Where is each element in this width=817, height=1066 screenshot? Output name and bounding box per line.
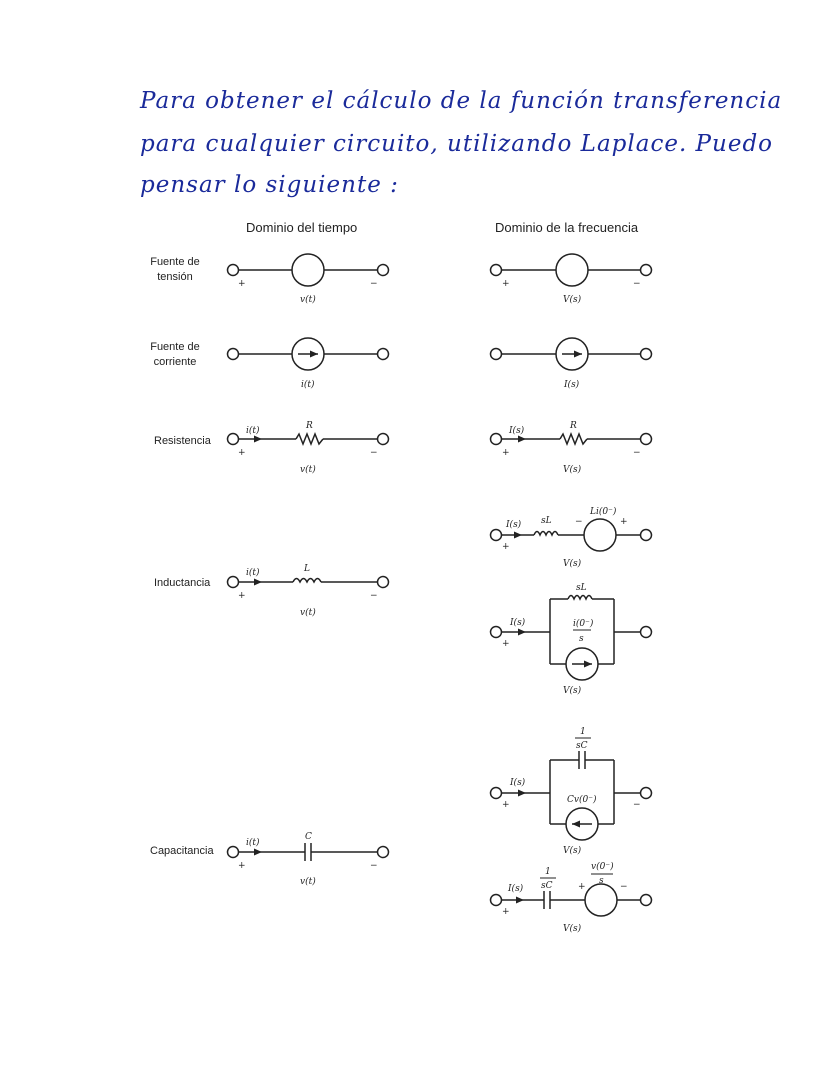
label-i-t: i(t) xyxy=(246,568,260,578)
row-label-inductor: Inductancia xyxy=(154,577,211,589)
freq-capacitor-parallel-circuit xyxy=(491,738,652,840)
label-V-s: V(s) xyxy=(563,686,582,696)
label-I-s: I(s) xyxy=(510,778,526,788)
row-label-current-source: Fuente de corriente xyxy=(150,341,200,368)
freq-voltage-source-circuit xyxy=(491,254,652,286)
label-V-s: V(s) xyxy=(563,846,582,856)
frequency-domain-heading: Dominio de la frecuencia xyxy=(495,220,639,235)
label-v-t: v(t) xyxy=(300,465,316,475)
plus-sign: + xyxy=(238,591,246,601)
label-R: R xyxy=(570,421,577,431)
plus-sign: + xyxy=(502,639,510,649)
label-Cv0: Cv(0⁻) xyxy=(567,795,597,805)
label-I-s: I(s) xyxy=(508,884,524,894)
label-one: 1 xyxy=(580,727,586,737)
time-inductor-circuit xyxy=(228,577,389,588)
label-Li0: Li(0⁻) xyxy=(590,507,617,517)
plus-sign: + xyxy=(502,542,510,552)
label-sL: sL xyxy=(576,583,587,593)
handwritten-line-1: Para obtener el cálculo de la función transferencia xyxy=(140,88,783,114)
label-V-s: V(s) xyxy=(563,924,582,934)
label-v-t: v(t) xyxy=(300,295,316,305)
label-C: C xyxy=(305,832,312,842)
row-label-voltage-source: Fuente de tensión xyxy=(150,256,200,283)
label-I-s: I(s) xyxy=(510,618,526,628)
label-v0: v(0⁻) xyxy=(591,862,614,872)
freq-capacitor-series-circuit xyxy=(491,874,652,916)
label-I-s: I(s) xyxy=(506,520,522,530)
plus-sign: + xyxy=(238,448,246,458)
label-L: L xyxy=(304,564,310,574)
row-label-capacitor: Capacitancia xyxy=(150,845,214,857)
handwritten-line-3: pensar lo siguiente : xyxy=(140,172,399,198)
minus-sign: − xyxy=(633,279,641,289)
label-V-s: V(s) xyxy=(563,295,582,305)
minus-sign: − xyxy=(620,882,628,892)
label-v-t: v(t) xyxy=(300,608,316,618)
label-i0: i(0⁻) xyxy=(573,619,594,629)
label-sC: sC xyxy=(576,741,588,751)
plus-sign: + xyxy=(502,448,510,458)
label-I-s: I(s) xyxy=(509,426,525,436)
minus-sign: − xyxy=(370,861,378,871)
label-i-t: i(t) xyxy=(246,426,260,436)
label-i-t: i(t) xyxy=(246,838,260,848)
label-V-s: V(s) xyxy=(563,559,582,569)
label-V-s: V(s) xyxy=(563,465,582,475)
minus-sign: − xyxy=(370,448,378,458)
plus-sign: + xyxy=(502,800,510,810)
plus-sign: + xyxy=(238,861,246,871)
plus-sign: + xyxy=(620,517,628,527)
label-I-s: I(s) xyxy=(564,380,580,390)
row-label-resistor: Resistencia xyxy=(154,435,211,447)
time-domain-heading: Dominio del tiempo xyxy=(246,220,358,235)
label-sC: sC xyxy=(541,881,553,891)
minus-sign: − xyxy=(370,591,378,601)
plus-sign: + xyxy=(578,882,586,892)
minus-sign: − xyxy=(575,517,583,527)
label-s: s xyxy=(579,634,584,644)
plus-sign: + xyxy=(238,279,246,289)
time-voltage-source-circuit xyxy=(228,254,389,286)
minus-sign: − xyxy=(633,448,641,458)
plus-sign: + xyxy=(502,907,510,917)
label-R: R xyxy=(306,421,313,431)
label-i-t: i(t) xyxy=(301,380,315,390)
minus-sign: − xyxy=(370,279,378,289)
freq-inductor-parallel-circuit xyxy=(491,596,652,681)
freq-current-source-circuit xyxy=(491,338,652,370)
handwritten-line-2: para cualquier circuito, utilizando Laplace. Puedo xyxy=(140,131,774,157)
label-one: 1 xyxy=(545,867,551,877)
plus-sign: + xyxy=(502,279,510,289)
label-s: s xyxy=(599,876,604,886)
label-v-t: v(t) xyxy=(300,877,316,887)
label-sL: sL xyxy=(541,516,552,526)
time-current-source-circuit xyxy=(228,338,389,370)
minus-sign: − xyxy=(633,800,641,810)
